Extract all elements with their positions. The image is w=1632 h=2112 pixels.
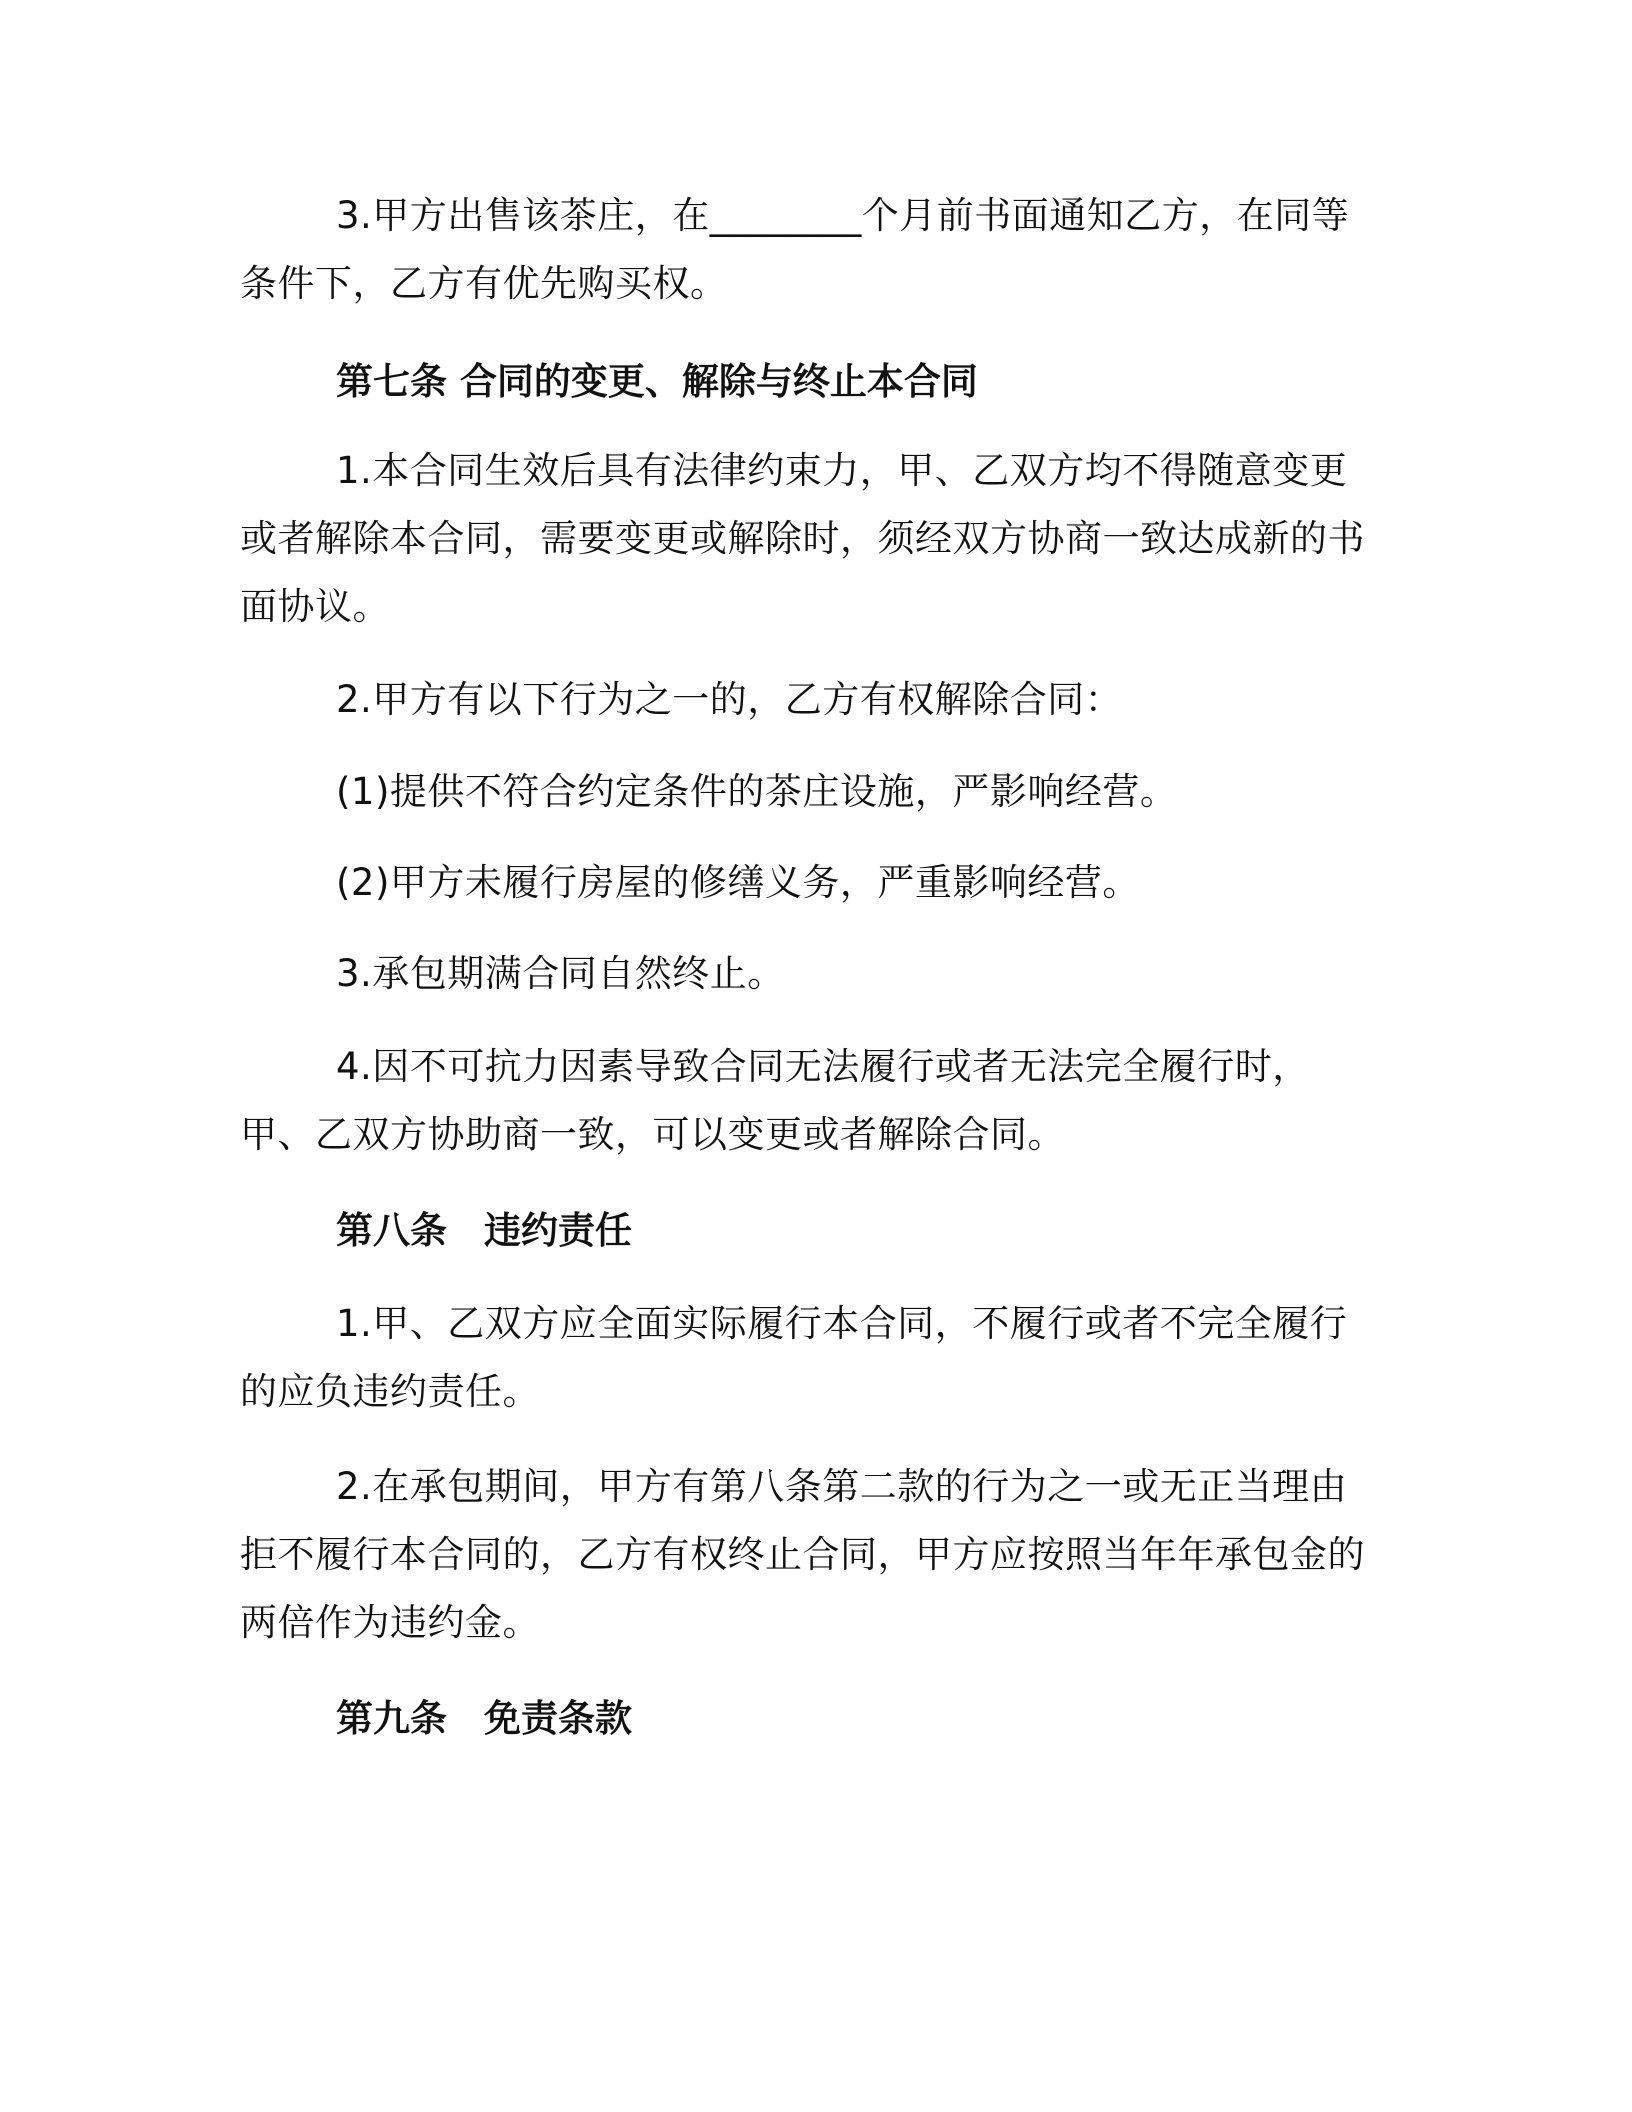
paragraph-7-2: 2.甲方有以下行为之一的，乙方有权解除合同：: [336, 678, 1123, 721]
paragraph-7-3: 3.承包期满合同自然终止。: [336, 952, 785, 995]
heading-article-7: 第七条 合同的变更、解除与终止本合同: [336, 360, 978, 403]
paragraph-6-3: 3.甲方出售该茶庄，在________个月前书面通知乙方，在同等条件下，乙方有优先购买权。: [240, 194, 1350, 305]
paragraph-8-2: 2.在承包期间，甲方有第八条第二款的行为之一或无正当理由拒不履行本合同的，乙方有权终止合同，甲方应按照当年年承包金的两倍作为违约金。: [240, 1465, 1365, 1644]
paragraph-7-1: 1.本合同生效后具有法律约束力，甲、乙双方均不得随意变更或者解除本合同，需要变更或解除时，须经双方协商一致达成新的书面协议。: [240, 449, 1365, 628]
heading-article-9: 第九条 免责条款: [336, 1697, 632, 1740]
heading-article-8: 第八条 违约责任: [336, 1209, 632, 1252]
paragraph-7-4: 4.因不可抗力因素导致合同无法履行或者无法完全履行时，甲、乙双方协助商一致，可以变更或者解除合同。: [240, 1045, 1310, 1156]
paragraph-8-1: 1.甲、乙双方应全面实际履行本合同，不履行或者不完全履行的应负违约责任。: [240, 1302, 1348, 1413]
paragraph-7-2-item-2: (2)甲方未履行房屋的修缮义务，严重影响经营。: [336, 861, 1140, 904]
paragraph-7-2-item-1: (1)提供不符合约定条件的茶庄设施，严影响经营。: [336, 770, 1178, 813]
